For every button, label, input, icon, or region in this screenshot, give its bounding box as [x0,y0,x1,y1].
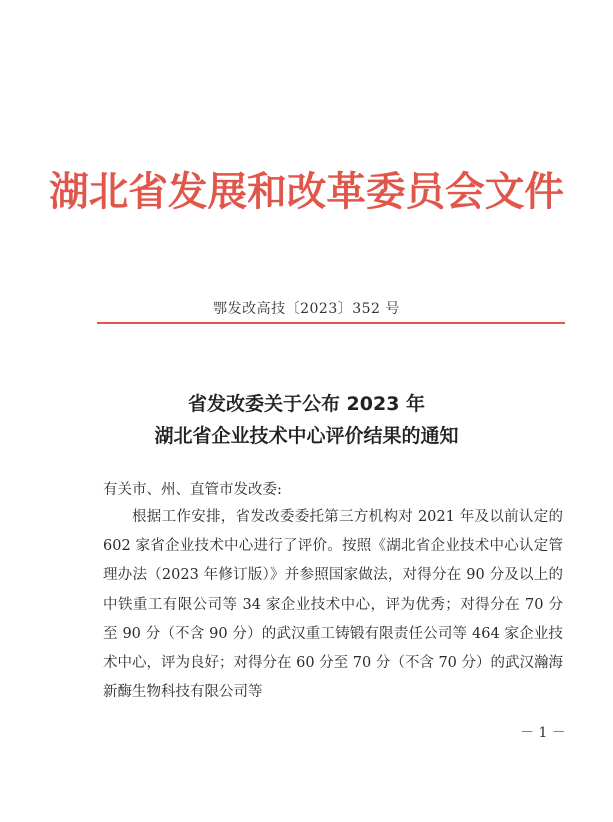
document-number: 鄂发改高技〔2023〕352 号 [213,301,400,317]
red-divider-line [97,322,565,324]
notice-title-line1: 省发改委关于公布 2023 年 [187,393,426,415]
notice-title-line2: 湖北省企业技术中心评价结果的通知 [154,425,459,447]
page-number: － 1 － [520,725,566,741]
body-paragraph: 根据工作安排，省发改委委托第三方机构对 2021 年及以前认定的 602 家省企业技术中心进行了评价。按照《湖北省企业技术中心认定管理办法（2023 年修订版）》并参照国家做法，对得分在 90 分及以上的中铁重工有限公司等 34 家企业技术中心，评为优秀；对得分在 70 分至 90 分（不含 90 分）的武汉重工铸锻有限责任公司等 464 家企业技术中心，评为良好；对得分在 60 分至 70 分（不含 70 分）的武汉瀚海新酶生物科技有限公司等 [103,509,564,701]
salutation: 有关市、州、直管市发改委: [103,482,282,498]
document-header-title: 湖北省发展和改革委员会文件 [49,169,564,215]
